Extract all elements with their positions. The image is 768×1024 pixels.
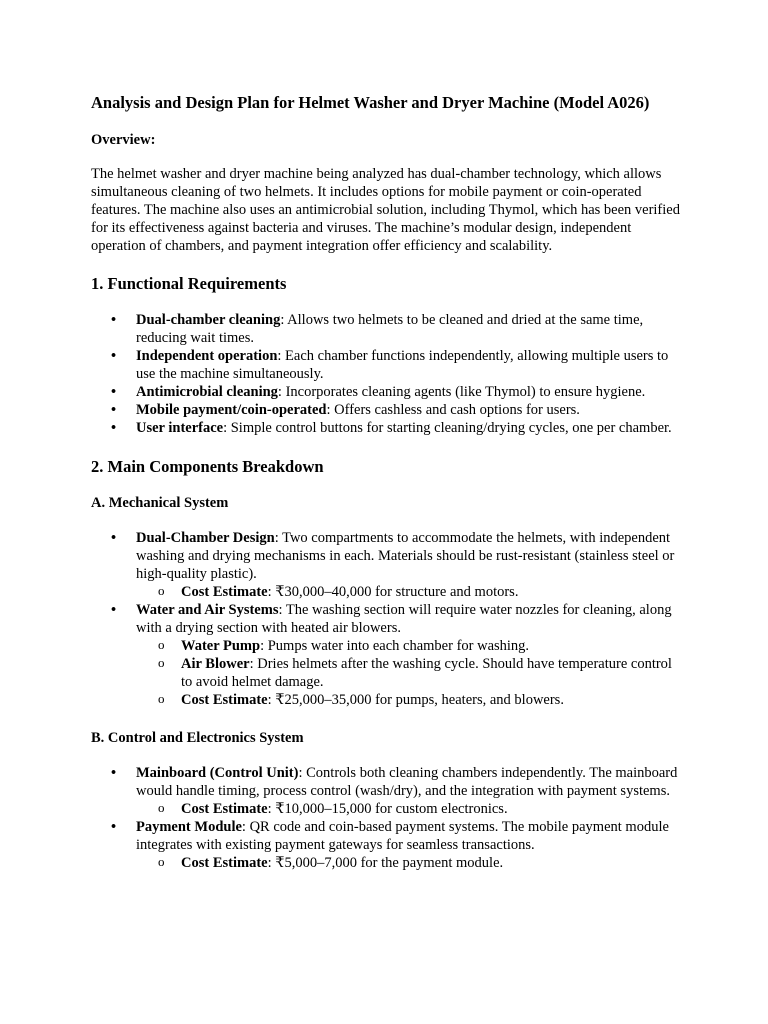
mechanical-system-list (91, 529, 681, 709)
subsection-control-electronics-heading: B. Control and Electronics System (91, 730, 304, 746)
list-item-term: Water and Air Systems (136, 602, 279, 618)
list-item-text: : Incorporates cleaning agents (like Thymol) to ensure hygiene. (277, 384, 646, 400)
document-title: Analysis and Design Plan for Helmet Washer and Dryer Machine (Model A026) (91, 93, 650, 112)
sub-list-item (136, 691, 681, 709)
bullet-glyph: • (111, 312, 117, 328)
sub-list-item-term: Cost Estimate (181, 692, 268, 708)
section-functional-requirements-heading: 1. Functional Requirements (91, 274, 287, 293)
bullet-glyph: • (111, 765, 117, 781)
sub-list-item (136, 655, 681, 691)
subsection-mechanical-heading: A. Mechanical System (91, 495, 229, 511)
document-content (91, 93, 681, 892)
sub-bullet-glyph: o (158, 637, 165, 652)
bullet-glyph: • (111, 402, 117, 418)
sub-list (136, 637, 681, 709)
sub-list-item-term: Cost Estimate (181, 584, 268, 600)
list-item (91, 347, 681, 383)
sub-list-item-term: Cost Estimate (181, 801, 268, 817)
sub-list-item-text: : Dries helmets after the washing cycle. Should have temperature control to avoid helmet damage. (181, 656, 672, 690)
list-item-text: : QR code and coin-based payment systems. The mobile payment module integrates with existing payment gateways for seamless transactions. (136, 819, 669, 853)
list-item-text: : Simple control buttons for starting cleaning/drying cycles, one per chamber. (223, 420, 672, 436)
list-item-term: Antimicrobial cleaning (136, 384, 278, 400)
sub-list-item (136, 800, 681, 818)
list-item-text: : Two compartments to accommodate the helmets, with independent washing and drying mechanisms in each. Materials should be rust-resistant (stainless steel or high-quality plastic). (136, 530, 675, 582)
list-item (91, 419, 681, 437)
list-item-term: Independent operation (136, 348, 278, 364)
list-item-term: Mainboard (Control Unit) (136, 765, 299, 781)
overview-paragraph: The helmet washer and dryer machine being analyzed has dual-chamber technology, which allows simultaneous cleaning of two helmets. It includes options for mobile payment or coin-operated features. The machine also uses an antimicrobial solution, including Thymol, which has been verified for its effectiveness against bacteria and viruses. The machine’s modular design, independent operation of chambers, and payment integration offer efficiency and scalability. (91, 166, 680, 254)
list-item (91, 764, 681, 818)
list-item-text: : The washing section will require water nozzles for cleaning, along with a drying section with heated air blowers. (136, 602, 672, 636)
bullet-glyph: • (111, 420, 117, 436)
sub-list (136, 583, 681, 601)
control-electronics-list (91, 764, 681, 872)
sub-bullet-glyph: o (158, 800, 165, 815)
sub-list-item-term: Water Pump (181, 638, 261, 654)
sub-list-item-text: : ₹5,000–7,000 for the payment module. (267, 855, 504, 871)
section-main-components-heading: 2. Main Components Breakdown (91, 457, 324, 476)
sub-bullet-glyph: o (158, 691, 165, 706)
list-item-term: Payment Module (136, 819, 242, 835)
sub-list-item-text: : ₹10,000–15,000 for custom electronics. (267, 801, 508, 817)
bullet-glyph: • (111, 602, 117, 618)
sub-list-item-term: Cost Estimate (181, 855, 268, 871)
bullet-glyph: • (111, 819, 117, 835)
overview-heading: Overview: (91, 132, 156, 148)
sub-list (136, 854, 681, 872)
list-item-term: Mobile payment/coin-operated (136, 402, 327, 418)
list-item (91, 383, 681, 401)
sub-list-item (136, 637, 681, 655)
sub-bullet-glyph: o (158, 854, 165, 869)
list-item-term: User interface (136, 420, 224, 436)
sub-list-item (136, 583, 681, 601)
list-item (91, 818, 681, 872)
list-item (91, 311, 681, 347)
sub-bullet-glyph: o (158, 583, 165, 598)
functional-requirements-list (91, 311, 681, 437)
list-item-text: : Offers cashless and cash options for users. (326, 402, 580, 418)
sub-list-item-text: : Pumps water into each chamber for washing. (260, 638, 530, 654)
list-item-text: : Each chamber functions independently, allowing multiple users to use the machine simultaneously. (136, 348, 669, 382)
list-item (91, 401, 681, 419)
list-item-text: : Controls both cleaning chambers independently. The mainboard would handle timing, process control (wash/dry), and the integration with payment systems. (136, 765, 678, 799)
sub-list-item (136, 854, 681, 872)
list-item (91, 529, 681, 601)
sub-list-item-text: : ₹30,000–40,000 for structure and motors. (267, 584, 519, 600)
sub-list-item-text: : ₹25,000–35,000 for pumps, heaters, and blowers. (267, 692, 564, 708)
list-item (91, 601, 681, 709)
sub-bullet-glyph: o (158, 655, 165, 670)
sub-list-item-term: Air Blower (181, 656, 250, 672)
sub-list (136, 800, 681, 818)
bullet-glyph: • (111, 384, 117, 400)
bullet-glyph: • (111, 348, 117, 364)
list-item-term: Dual-chamber cleaning (136, 312, 281, 328)
list-item-text: : Allows two helmets to be cleaned and dried at the same time, reducing wait times. (136, 312, 644, 346)
list-item-term: Dual-Chamber Design (136, 530, 275, 546)
bullet-glyph: • (111, 530, 117, 546)
